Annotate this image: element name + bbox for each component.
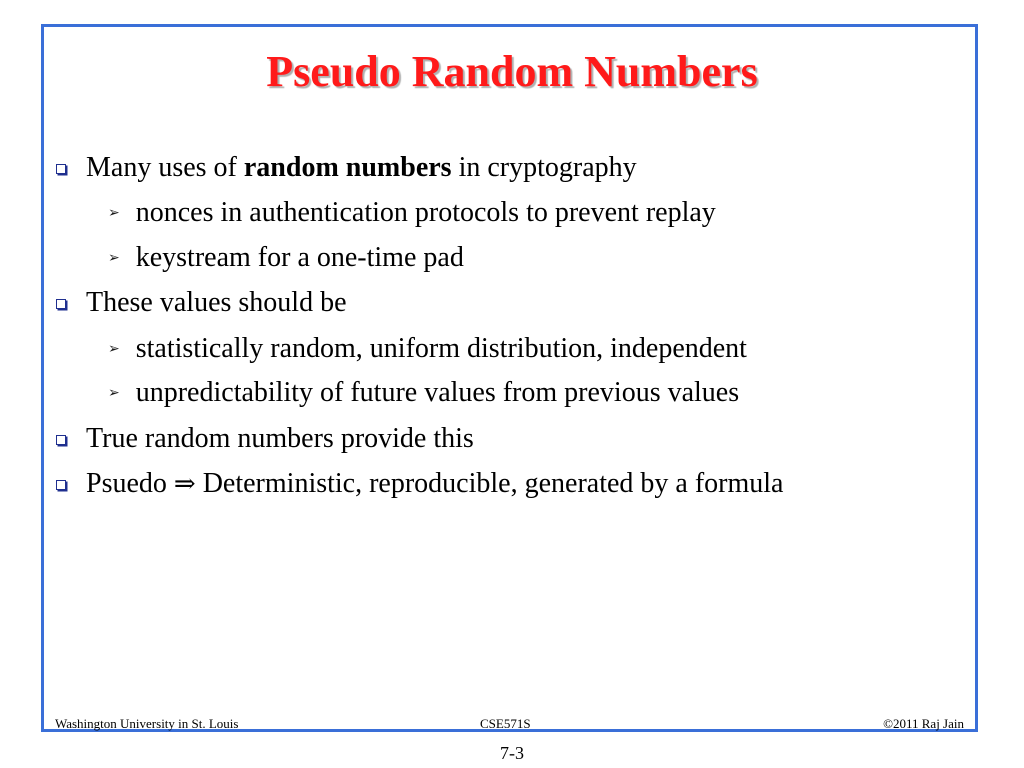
bullet-text-pre: Many uses of	[86, 152, 244, 183]
footer-center: CSE571S	[480, 716, 531, 731]
sub-bullet-item	[108, 197, 716, 229]
bullet-text-bold: random numbers	[243, 152, 452, 183]
arrowhead-bullet-icon: ➢	[108, 385, 120, 401]
bullet-text: These values should be	[86, 287, 347, 318]
sub-bullet-item	[108, 242, 464, 274]
hollow-square-bullet-icon	[56, 299, 66, 309]
implies-symbol: ⇒	[173, 469, 196, 499]
page-number: 7-3	[500, 743, 524, 763]
footer-left: Washington University in St. Louis	[55, 716, 239, 731]
hollow-square-bullet-icon	[56, 480, 66, 490]
sub-bullet-text: nonces in authentication protocols to prevent replay	[135, 197, 716, 228]
bullet-item	[56, 423, 474, 455]
arrowhead-bullet-icon: ➢	[108, 341, 120, 357]
bullet-text-pre: Psuedo	[86, 468, 174, 499]
hollow-square-bullet-icon	[56, 164, 66, 174]
bullet-item	[56, 287, 347, 319]
hollow-square-bullet-icon	[56, 435, 66, 445]
arrowhead-bullet-icon: ➢	[108, 250, 120, 266]
sub-bullet-text: keystream for a one-time pad	[135, 242, 464, 273]
sub-bullet-item	[108, 377, 739, 409]
bullet-text	[86, 468, 783, 500]
sub-bullet-text: statistically random, uniform distribution, independent	[135, 333, 747, 364]
bullet-text-post: in cryptography	[451, 152, 637, 183]
bullet-item	[56, 468, 783, 500]
bullet-item	[56, 152, 637, 184]
bullet-text: True random numbers provide this	[86, 423, 474, 454]
arrowhead-bullet-icon: ➢	[108, 205, 120, 221]
footer-right: ©2011 Raj Jain	[883, 716, 964, 731]
slide-title: Pseudo Random Numbers	[266, 47, 758, 96]
sub-bullet-item	[108, 333, 747, 365]
bullet-text-post: Deterministic, reproducible, generated by a formula	[195, 468, 784, 499]
sub-bullet-text: unpredictability of future values from previous values	[135, 377, 740, 408]
bullet-text	[86, 152, 637, 184]
